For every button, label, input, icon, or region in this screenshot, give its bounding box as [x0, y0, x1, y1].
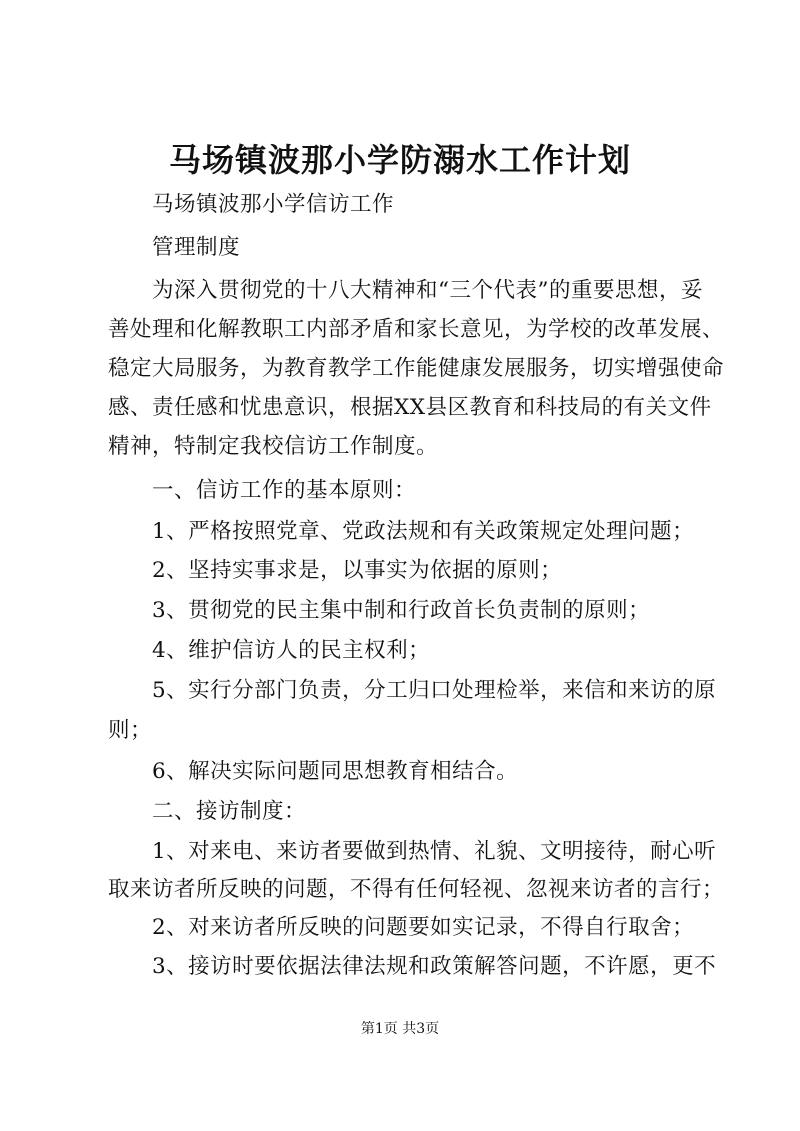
- section-heading: 一、信访工作的基本原则：: [152, 478, 417, 503]
- list-item: 3、贯彻党的民主集中制和行政首长负责制的原则；: [152, 598, 651, 623]
- document-title: 马场镇波那小学防溺水工作计划: [168, 141, 631, 179]
- list-item: 4、维护信访人的民主权利；: [152, 638, 431, 663]
- page-footer: 第1页 共3页: [360, 1021, 440, 1037]
- subtitle-line: 马场镇波那小学信访工作: [152, 192, 395, 217]
- paragraph-line: 善处理和化解教职工内部矛盾和家长意见，为学校的改革发展、: [108, 317, 725, 342]
- list-item: 2、对来访者所反映的问题要如实记录，不得自行取舍；: [152, 915, 695, 940]
- list-item-continued: 取来访者所反映的问题，不得有任何轻视、忽视来访者的言行；: [108, 877, 725, 902]
- list-item: 3、接访时要依据法律法规和政策解答问题，不许愿，更不: [152, 954, 717, 979]
- list-item-continued: 则；: [108, 718, 153, 743]
- list-item: 5、实行分部门负责，分工归口处理检举，来信和来访的原: [152, 678, 717, 703]
- paragraph-line: 稳定大局服务，为教育教学工作能健康发展服务，切实增强使命: [108, 356, 725, 381]
- list-item: 6、解决实际问题同思想教育相结合。: [152, 759, 519, 784]
- section-heading: 二、接访制度：: [152, 799, 307, 824]
- list-item: 2、坚持实事求是，以事实为依据的原则；: [152, 558, 563, 583]
- paragraph-line: 精神，特制定我校信访工作制度。: [108, 434, 439, 459]
- list-item: 1、对来电、来访者要做到热情、礼貌、文明接待，耐心听: [152, 839, 717, 864]
- subtitle-line: 管理制度: [152, 235, 241, 260]
- paragraph-line: 感、责任感和忧患意识，根据XX县区教育和科技局的有关文件: [108, 395, 712, 420]
- paragraph-line: 为深入贯彻党的十八大精神和“三个代表”的重要思想，妥: [152, 278, 703, 303]
- list-item: 1、严格按照党章、党政法规和有关政策规定处理问题；: [152, 519, 695, 544]
